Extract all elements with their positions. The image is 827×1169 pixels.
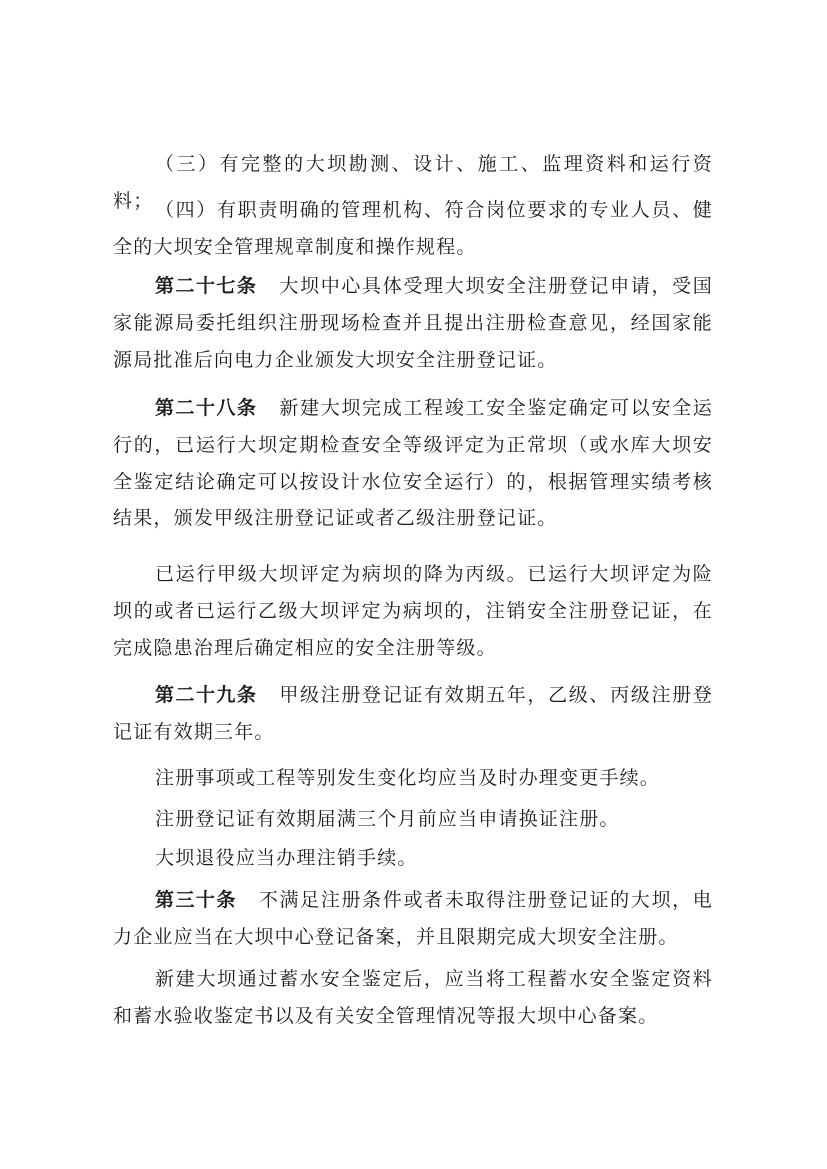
article-27 bbox=[113, 268, 713, 378]
article-title: 第三十条 bbox=[155, 889, 237, 911]
article-28-paragraph-2 bbox=[113, 556, 713, 666]
article-29-paragraph-3 bbox=[113, 801, 713, 838]
article-title: 第二十七条 bbox=[155, 275, 258, 297]
paragraph-text: 注册登记证有效期届满三个月前应当申请换证注册。 bbox=[155, 808, 620, 830]
paragraph-text: 新建大坝通过蓄水安全鉴定后，应当将工程蓄水安全鉴定资料和蓄水验收鉴定书以及有关安全管理情况等报大坝中心备案。 bbox=[113, 968, 713, 1027]
paragraph-text: （四）有职责明确的管理机构、符合岗位要求的专业人员、健全的大坝安全管理规章制度和操作规程。 bbox=[113, 199, 713, 258]
paragraph-text: 注册事项或工程等别发生变化均应当及时办理变更手续。 bbox=[155, 767, 661, 789]
paragraph-text: （三）有完整的大坝勘测、设计、施工、监理资料和运行资料； bbox=[113, 153, 713, 212]
paragraph-text: 大坝退役应当办理注销手续。 bbox=[155, 847, 418, 869]
article-30 bbox=[113, 882, 713, 956]
paragraph-text: 已运行甲级大坝评定为病坝的降为丙级。已运行大坝评定为险坝的或者已运行乙级大坝评定为病坝的，注销安全注册登记证，在完成隐患治理后确定相应的安全注册等级。 bbox=[113, 563, 713, 659]
article-title: 第二十八条 bbox=[155, 397, 258, 419]
article-29-paragraph-4 bbox=[113, 840, 713, 877]
article-29 bbox=[113, 677, 713, 751]
article-title: 第二十九条 bbox=[155, 684, 258, 706]
article-text: 新建大坝完成工程竣工安全鉴定确定可以安全运行的，已运行大坝定期检查安全等级评定为正常坝（或水库大坝安全鉴定结论确定可以按设计水位安全运行）的，根据管理实绩考核结果，颁发甲级注册登记证或者乙级注册登记证。 bbox=[113, 397, 713, 530]
article-28 bbox=[113, 390, 713, 537]
article-text: 甲级注册登记证有效期五年，乙级、丙级注册登记证有效期三年。 bbox=[113, 684, 713, 743]
article-29-paragraph-2 bbox=[113, 760, 713, 797]
article-text: 大坝中心具体受理大坝安全注册登记申请，受国家能源局委托组织注册现场检查并且提出注册检查意见，经国家能源局批准后向电力企业颁发大坝安全注册登记证。 bbox=[113, 275, 713, 371]
article-text: 不满足注册条件或者未取得注册登记证的大坝，电力企业应当在大坝中心登记备案，并且限期完成大坝安全注册。 bbox=[113, 889, 713, 948]
article-30-paragraph-2 bbox=[113, 961, 713, 1035]
paragraph-item-4 bbox=[113, 192, 713, 266]
